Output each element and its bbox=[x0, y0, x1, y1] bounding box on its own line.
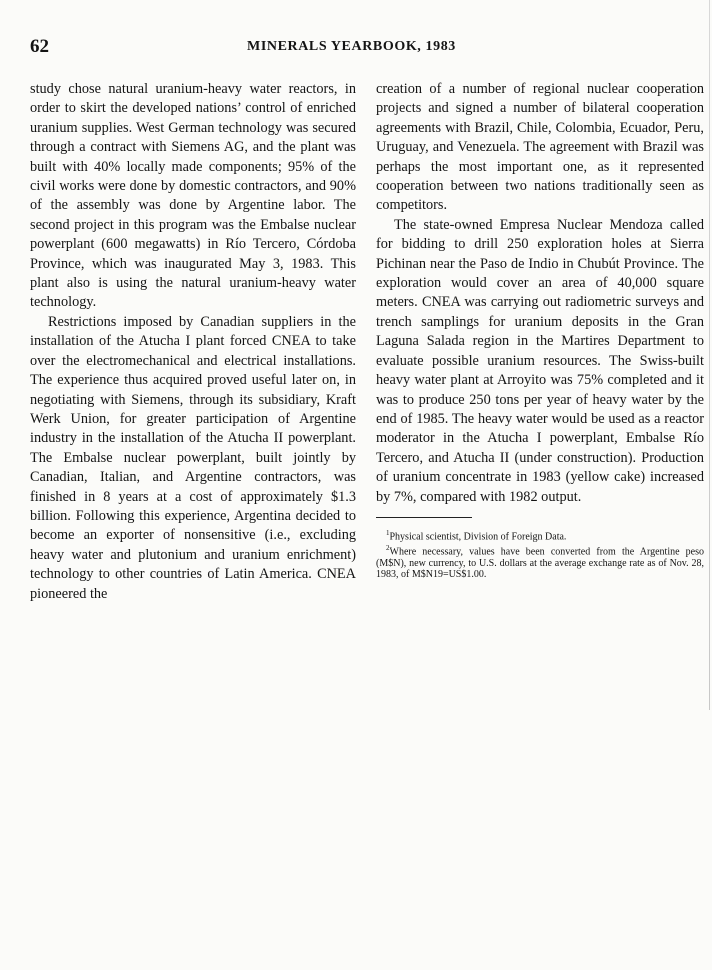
footnote-2-text: Where necessary, values have been converted from the Argentine peso (M$N), new currency, to U.S. dollars at the average exchange rate as of Nov. 28, 1983, of M$N19=US$1.00. bbox=[376, 546, 704, 581]
footnote-rule bbox=[376, 517, 472, 518]
footnote-1 bbox=[376, 528, 704, 543]
footnote-1-text: Physical scientist, Division of Foreign Data. bbox=[389, 531, 567, 543]
left-column bbox=[30, 80, 356, 604]
running-head: MINERALS YEARBOOK, 1983 bbox=[247, 39, 456, 54]
page-edge-shadow bbox=[709, 0, 710, 710]
page-number: 62 bbox=[30, 36, 49, 57]
right-paragraph-1: creation of a number of regional nuclear cooperation projects and signed a number of bilateral cooperation agreements with Brazil, Chile, Colombia, Ecuador, Peru, Uruguay, and Venezuela. The agreement with Brazil was perhaps the most important one, as it represented cooperation between two nations traditionally seen as competitors. bbox=[376, 81, 704, 214]
right-column bbox=[376, 80, 704, 581]
footnote-2 bbox=[376, 543, 704, 581]
left-paragraph-1: study chose natural uranium-heavy water reactors, in order to skirt the developed nations’ control of enriched uranium supplies. West German technology was secured through a contract with Siemens AG, and the plant was built with 40% locally made components; 95% of the civil works were done by domestic contractors, and 90% of the assembly was done by Argentine labor. The second project in this program was the Embalse nuclear powerplant (600 megawatts) in Río Tercero, Córdoba Province, which was inaugurated May 3, 1983. This plant also is using the natural uranium-heavy water technology. bbox=[30, 81, 356, 311]
right-paragraph-2: The state-owned Empresa Nuclear Mendoza called for bidding to drill 250 exploration holes at Sierra Pichinan near the Paso de Indio in Chubút Province. The exploration would cover an area of 40,000 square meters. CNEA was carrying out radiometric surveys and trench samplings for uranium deposits in the Gran Laguna Salada region in the Martires Department to evaluate possible uranium resources. The Swiss-built heavy water plant at Arroyito was 75% completed and it was to produce 250 tons per year of heavy water by the end of 1985. The heavy water would be used as a reactor moderator in the Atucha I powerplant, Embalse Río Tercero, and Atucha II (under construction). Production of uranium concentrate in 1983 (yellow cake) increased by 7%, compared with 1982 output. bbox=[376, 216, 704, 505]
footnote-2-mark: 2 bbox=[386, 543, 390, 552]
footnote-1-mark: 1 bbox=[386, 528, 390, 537]
left-paragraph-2: Restrictions imposed by Canadian suppliers in the installation of the Atucha I plant forced CNEA to take over the electromechanical and electrical installations. The experience thus acquired proved useful later on, in negotiating with Siemens, through its subsidiary, Kraft Werk Union, for greater participation of Argentine industry in the installation of the Atucha II powerplant. The Embalse nuclear powerplant, built jointly by Canadian, Italian, and Argentine contractors, was finished in 8 years at a cost of approximately $1.3 billion. Following this experience, Argentina decided to become an exporter of nonsensitive (i.e., excluding heavy water and plutonium and uranium enrichment) technology to other countries of Latin America. CNEA pioneered the bbox=[30, 313, 356, 602]
